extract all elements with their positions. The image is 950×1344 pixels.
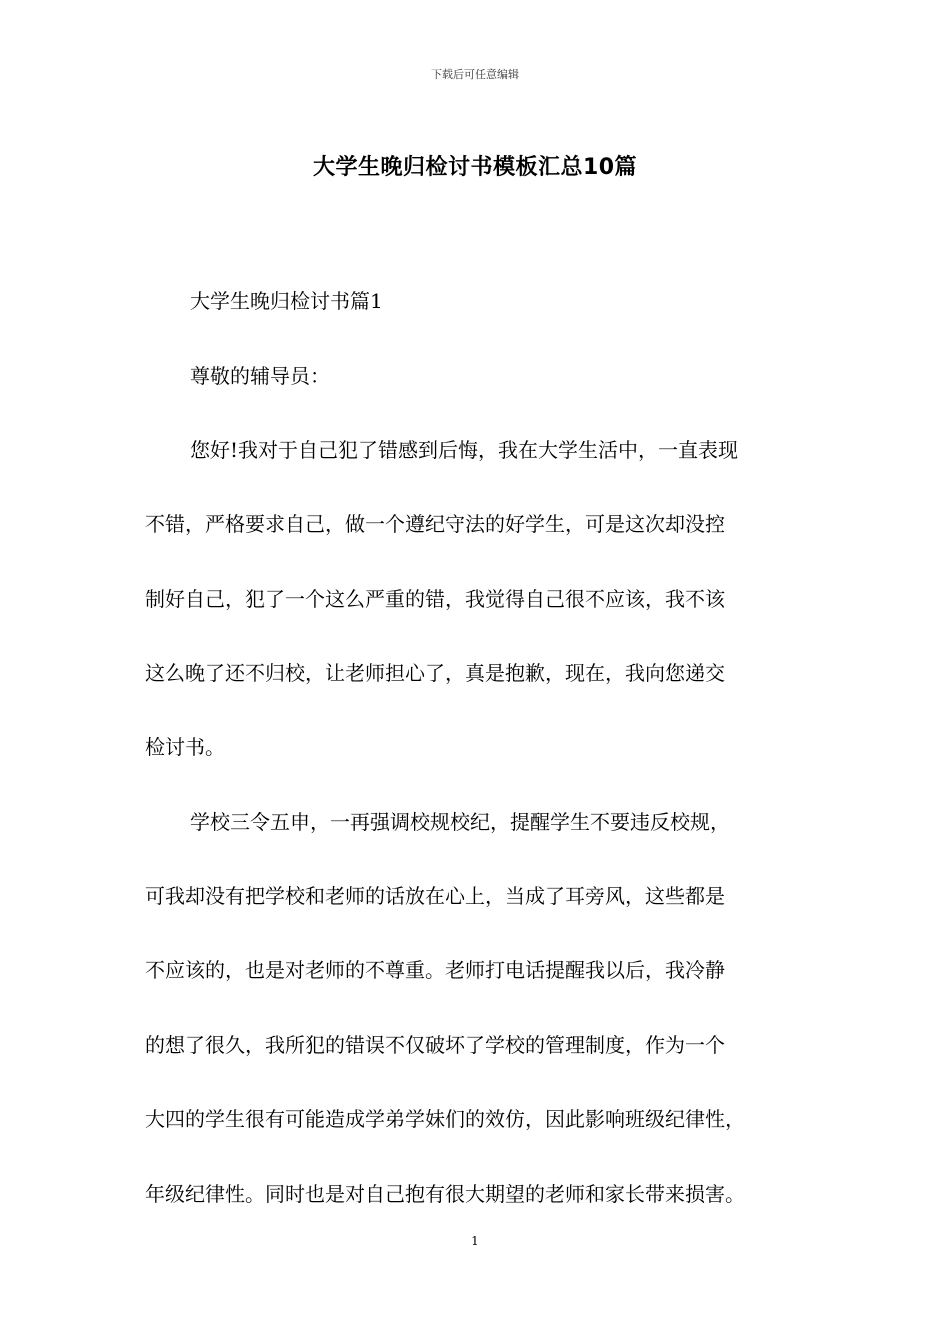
paragraph-line: 学校三令五申，一再强调校规校纪，提醒学生不要违反校规，	[190, 810, 730, 834]
page-number: 1	[471, 1234, 479, 1248]
paragraph-line: 不错，严格要求自己，做一个遵纪守法的好学生，可是这次却没控	[145, 512, 725, 536]
salutation: 尊敬的辅导员：	[190, 364, 330, 388]
paragraph-line: 检讨书。	[145, 735, 225, 759]
paragraph-line: 大四的学生很有可能造成学弟学妹们的效仿，因此影响班级纪律性，	[145, 1107, 745, 1131]
document-title: 大学生晚归检讨书模板汇总10篇	[312, 155, 638, 180]
header-note: 下载后可任意编辑	[431, 68, 519, 81]
paragraph-line: 这么晚了还不归校，让老师担心了，真是抱歉，现在，我向您递交	[145, 661, 725, 685]
paragraph-line: 制好自己，犯了一个这么严重的错，我觉得自己很不应该，我不该	[145, 587, 725, 611]
paragraph-line: 可我却没有把学校和老师的话放在心上，当成了耳旁风，这些都是	[145, 884, 725, 908]
section-heading: 大学生晚归检讨书篇1	[190, 289, 383, 313]
paragraph-line: 不应该的，也是对老师的不尊重。老师打电话提醒我以后，我冷静	[145, 958, 725, 982]
paragraph-line: 年级纪律性。同时也是对自己抱有很大期望的老师和家长带来损害。	[145, 1182, 745, 1206]
paragraph-line: 您好!我对于自己犯了错感到后悔，我在大学生活中，一直表现	[190, 438, 739, 462]
paragraph-line: 的想了很久，我所犯的错误不仅破坏了学校的管理制度，作为一个	[145, 1033, 725, 1057]
